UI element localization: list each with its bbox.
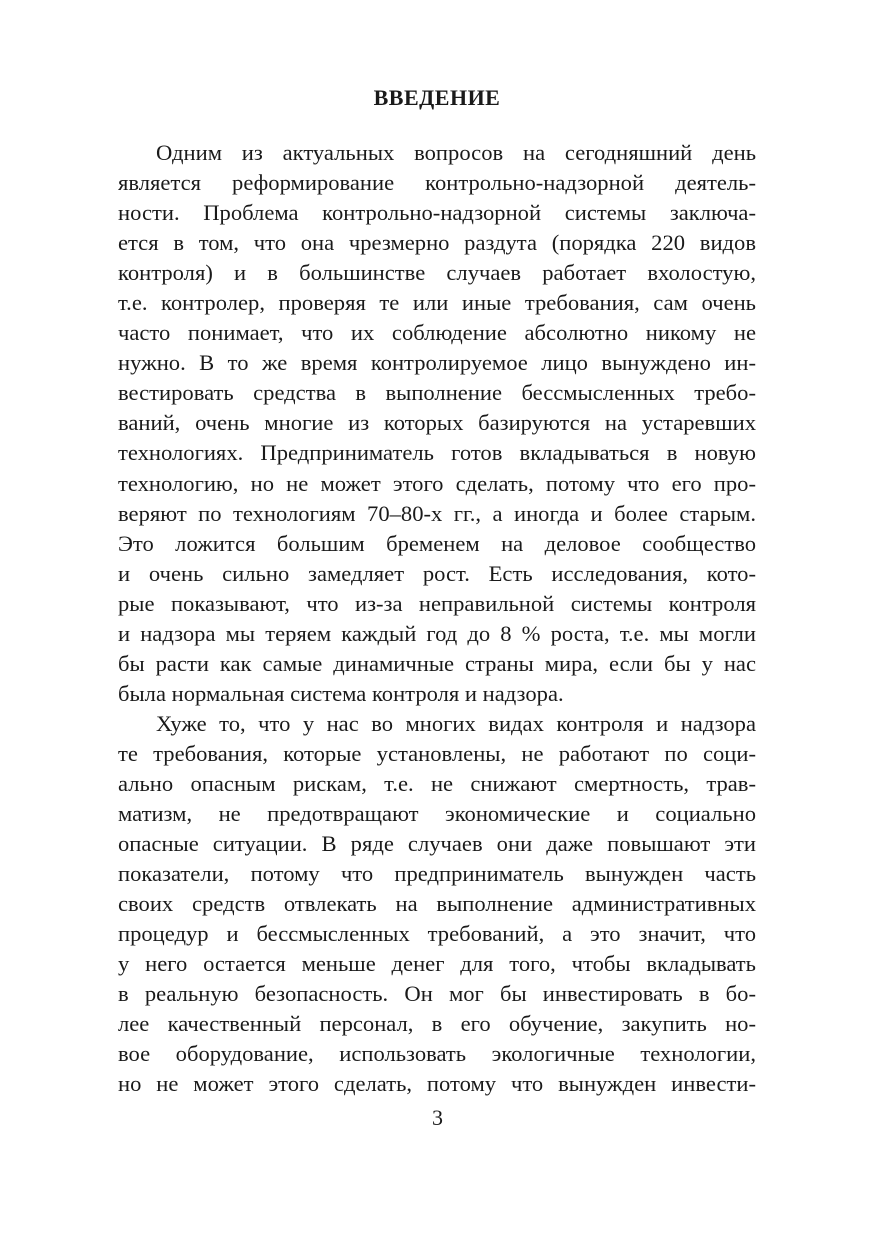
- section-title: ВВЕДЕНИЕ: [373, 85, 501, 110]
- text-line: у него остается меньше денег для того, чтобы вкладывать: [118, 951, 756, 977]
- text-line: в реальную безопасность. Он мог бы инвестировать в бо-: [118, 981, 756, 1007]
- text-line: процедур и бессмысленных требований, а это значит, что: [118, 921, 756, 947]
- text-line: контроля) и в большинстве случаев работает вхолостую,: [118, 260, 756, 286]
- text-line: является реформирование контрольно-надзорной деятель-: [118, 170, 756, 196]
- text-line: ется в том, что она чрезмерно раздута (порядка 220 видов: [118, 230, 756, 256]
- text-line: Это ложится большим бременем на деловое сообщество: [118, 530, 756, 556]
- paragraph-1: [118, 138, 756, 709]
- text-line: технологию, но не может этого сделать, потому что его про-: [118, 470, 756, 496]
- text-line: Одним из актуальных вопросов на сегодняшний день: [156, 140, 756, 165]
- paragraph-2: [118, 709, 756, 1100]
- text-line: и надзора мы теряем каждый год до 8 % роста, т.е. мы могли: [118, 620, 756, 646]
- text-line: но не может этого сделать, потому что вынужден инвести-: [118, 1071, 756, 1097]
- text-line: рые показывают, что из-за неправильной системы контроля: [118, 590, 756, 616]
- text-line: часто понимает, что их соблюдение абсолютно никому не: [118, 320, 756, 346]
- text-line: лее качественный персонал, в его обучение, закупить но-: [118, 1011, 756, 1037]
- text-line: т.е. контролер, проверяя те или иные требования, сам очень: [118, 290, 756, 316]
- body-text: [118, 138, 756, 1100]
- text-line: и очень сильно замедляет рост. Есть исследования, кото-: [118, 560, 756, 586]
- text-line: показатели, потому что предприниматель вынужден часть: [118, 861, 756, 887]
- text-line: своих средств отвлекать на выполнение административных: [118, 891, 756, 917]
- text-line: опасные ситуации. В ряде случаев они даже повышают эти: [118, 831, 756, 857]
- text-line: была нормальная система контроля и надзора.: [118, 680, 564, 706]
- text-line: вестировать средства в выполнение бессмысленных требо-: [118, 380, 756, 406]
- text-line: ваний, очень многие из которых базируются на устаревших: [118, 410, 756, 436]
- text-line: нужно. В то же время контролируемое лицо вынуждено ин-: [118, 350, 756, 376]
- text-line: бы расти как самые динамичные страны мира, если бы у нас: [118, 650, 756, 676]
- text-line: вое оборудование, использовать экологичные технологии,: [118, 1041, 756, 1067]
- text-line: те требования, которые установлены, не работают по соци-: [118, 740, 756, 766]
- text-line: технологиях. Предприниматель готов вкладываться в новую: [118, 440, 756, 466]
- text-line: ально опасным рискам, т.е. не снижают смертность, трав-: [118, 770, 756, 796]
- text-line: матизм, не предотвращают экономические и социально: [118, 801, 756, 827]
- text-line: веряют по технологиям 70–80-х гг., а иногда и более старым.: [118, 500, 756, 526]
- text-line: ности. Проблема контрольно-надзорной системы заключа-: [118, 200, 756, 226]
- page-number: 3: [432, 1105, 443, 1130]
- text-line: Хуже то, что у нас во многих видах контроля и надзора: [156, 710, 756, 736]
- document-page: [118, 80, 756, 1100]
